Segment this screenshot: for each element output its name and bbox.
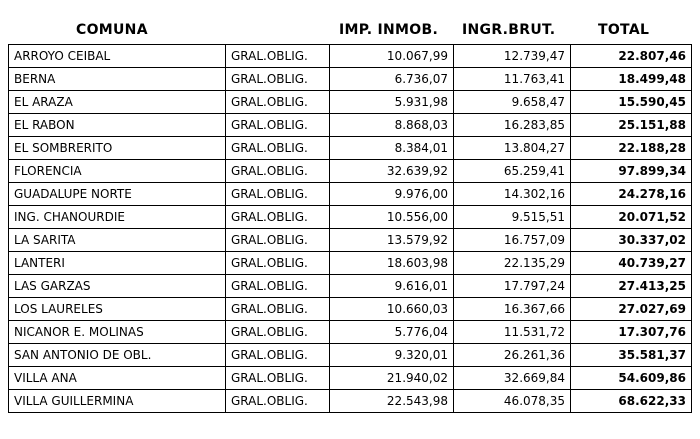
cell-imp-inmob: 10.067,99 <box>330 45 454 68</box>
cell-ingr-brut: 16.757,09 <box>454 229 571 252</box>
table-row <box>9 160 692 183</box>
cell-comuna: GUADALUPE NORTE <box>9 183 226 206</box>
cell-ingr-brut: 9.658,47 <box>454 91 571 114</box>
cell-comuna: FLORENCIA <box>9 160 226 183</box>
cell-imp-inmob: 6.736,07 <box>330 68 454 91</box>
cell-ingr-brut: 26.261,36 <box>454 344 571 367</box>
cell-tipo: GRAL.OBLIG. <box>226 252 330 275</box>
cell-tipo: GRAL.OBLIG. <box>226 367 330 390</box>
cell-tipo: GRAL.OBLIG. <box>226 298 330 321</box>
table-row <box>9 183 692 206</box>
cell-total: 30.337,02 <box>571 229 692 252</box>
cell-ingr-brut: 11.763,41 <box>454 68 571 91</box>
cell-tipo: GRAL.OBLIG. <box>226 68 330 91</box>
header-imp-inmob: IMP. INMOB. <box>339 22 439 38</box>
cell-imp-inmob: 8.384,01 <box>330 137 454 160</box>
cell-total: 17.307,76 <box>571 321 692 344</box>
cell-tipo: GRAL.OBLIG. <box>226 91 330 114</box>
table-header <box>0 0 700 44</box>
cell-ingr-brut: 65.259,41 <box>454 160 571 183</box>
cell-imp-inmob: 22.543,98 <box>330 390 454 413</box>
header-ingr-brut: INGR.BRUT. <box>462 22 556 38</box>
cell-tipo: GRAL.OBLIG. <box>226 390 330 413</box>
cell-ingr-brut: 13.804,27 <box>454 137 571 160</box>
cell-imp-inmob: 9.976,00 <box>330 183 454 206</box>
cell-tipo: GRAL.OBLIG. <box>226 229 330 252</box>
table-row <box>9 390 692 413</box>
cell-tipo: GRAL.OBLIG. <box>226 206 330 229</box>
comuna-table <box>8 44 692 413</box>
cell-comuna: ARROYO CEIBAL <box>9 45 226 68</box>
cell-comuna: VILLA ANA <box>9 367 226 390</box>
cell-total: 27.413,25 <box>571 275 692 298</box>
cell-ingr-brut: 16.283,85 <box>454 114 571 137</box>
cell-imp-inmob: 18.603,98 <box>330 252 454 275</box>
table-row <box>9 137 692 160</box>
header-comuna: COMUNA <box>76 22 148 38</box>
cell-ingr-brut: 11.531,72 <box>454 321 571 344</box>
cell-total: 25.151,88 <box>571 114 692 137</box>
table-row <box>9 298 692 321</box>
cell-comuna: VILLA GUILLERMINA <box>9 390 226 413</box>
table-row <box>9 367 692 390</box>
cell-comuna: SAN ANTONIO DE OBL. <box>9 344 226 367</box>
cell-comuna: LA SARITA <box>9 229 226 252</box>
cell-comuna: LOS LAURELES <box>9 298 226 321</box>
cell-ingr-brut: 16.367,66 <box>454 298 571 321</box>
table-row <box>9 45 692 68</box>
cell-total: 54.609,86 <box>571 367 692 390</box>
cell-comuna: EL RABON <box>9 114 226 137</box>
table-row <box>9 275 692 298</box>
cell-comuna: LANTERI <box>9 252 226 275</box>
cell-imp-inmob: 13.579,92 <box>330 229 454 252</box>
cell-tipo: GRAL.OBLIG. <box>226 160 330 183</box>
table-row <box>9 68 692 91</box>
cell-imp-inmob: 10.660,03 <box>330 298 454 321</box>
table-row <box>9 229 692 252</box>
cell-tipo: GRAL.OBLIG. <box>226 183 330 206</box>
cell-imp-inmob: 21.940,02 <box>330 367 454 390</box>
cell-imp-inmob: 5.776,04 <box>330 321 454 344</box>
cell-ingr-brut: 32.669,84 <box>454 367 571 390</box>
cell-total: 68.622,33 <box>571 390 692 413</box>
cell-total: 15.590,45 <box>571 91 692 114</box>
cell-ingr-brut: 12.739,47 <box>454 45 571 68</box>
cell-tipo: GRAL.OBLIG. <box>226 321 330 344</box>
cell-tipo: GRAL.OBLIG. <box>226 137 330 160</box>
cell-ingr-brut: 46.078,35 <box>454 390 571 413</box>
header-total: TOTAL <box>598 22 650 38</box>
cell-imp-inmob: 32.639,92 <box>330 160 454 183</box>
cell-tipo: GRAL.OBLIG. <box>226 275 330 298</box>
cell-total: 22.188,28 <box>571 137 692 160</box>
cell-imp-inmob: 9.616,01 <box>330 275 454 298</box>
cell-tipo: GRAL.OBLIG. <box>226 114 330 137</box>
cell-imp-inmob: 10.556,00 <box>330 206 454 229</box>
cell-comuna: LAS GARZAS <box>9 275 226 298</box>
cell-total: 27.027,69 <box>571 298 692 321</box>
cell-total: 24.278,16 <box>571 183 692 206</box>
cell-ingr-brut: 22.135,29 <box>454 252 571 275</box>
cell-comuna: EL SOMBRERITO <box>9 137 226 160</box>
cell-tipo: GRAL.OBLIG. <box>226 344 330 367</box>
table-row <box>9 252 692 275</box>
table-row <box>9 321 692 344</box>
cell-comuna: BERNA <box>9 68 226 91</box>
cell-tipo: GRAL.OBLIG. <box>226 45 330 68</box>
cell-total: 97.899,34 <box>571 160 692 183</box>
cell-comuna: EL ARAZA <box>9 91 226 114</box>
cell-imp-inmob: 8.868,03 <box>330 114 454 137</box>
cell-total: 22.807,46 <box>571 45 692 68</box>
table-body <box>9 45 692 413</box>
cell-ingr-brut: 9.515,51 <box>454 206 571 229</box>
cell-ingr-brut: 17.797,24 <box>454 275 571 298</box>
cell-total: 40.739,27 <box>571 252 692 275</box>
cell-imp-inmob: 5.931,98 <box>330 91 454 114</box>
cell-total: 20.071,52 <box>571 206 692 229</box>
cell-ingr-brut: 14.302,16 <box>454 183 571 206</box>
cell-comuna: ING. CHANOURDIE <box>9 206 226 229</box>
cell-total: 35.581,37 <box>571 344 692 367</box>
table-row <box>9 344 692 367</box>
table-row <box>9 206 692 229</box>
cell-imp-inmob: 9.320,01 <box>330 344 454 367</box>
table-row <box>9 114 692 137</box>
cell-comuna: NICANOR E. MOLINAS <box>9 321 226 344</box>
table-row <box>9 91 692 114</box>
cell-total: 18.499,48 <box>571 68 692 91</box>
